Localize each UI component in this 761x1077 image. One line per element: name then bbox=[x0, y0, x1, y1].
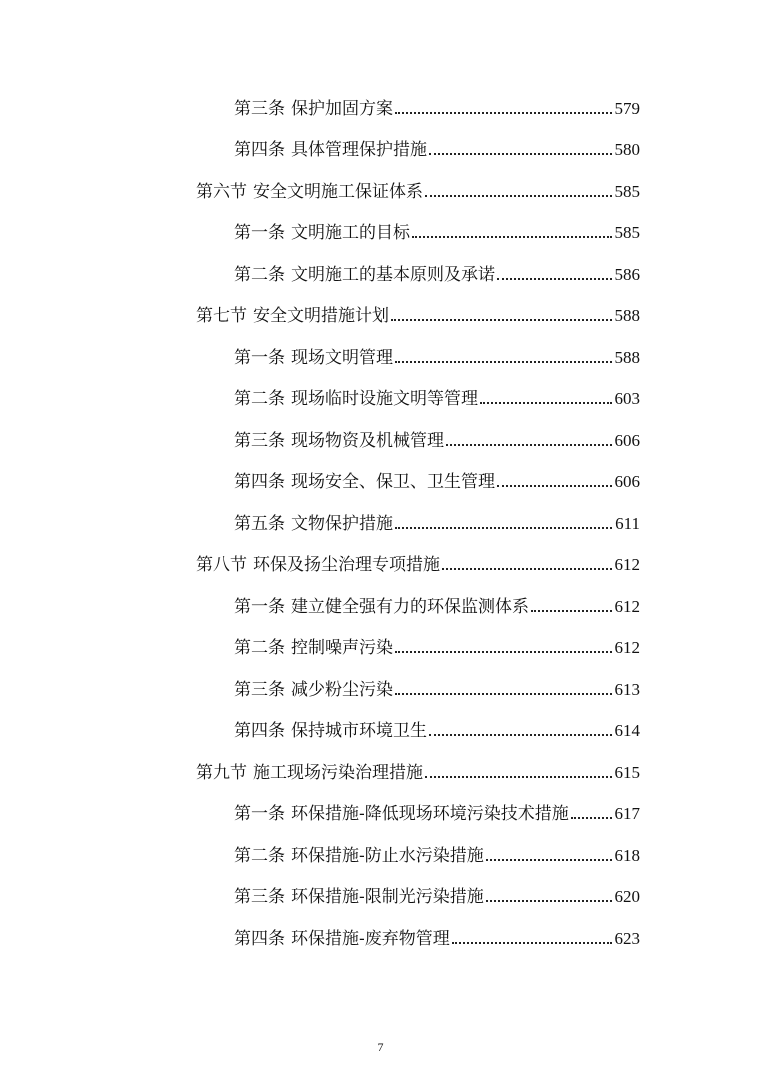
toc-article-entry[interactable] bbox=[0, 711, 761, 753]
toc-entry-title: 环保措施-废弃物管理 bbox=[291, 928, 450, 949]
toc-entry-line bbox=[196, 763, 640, 783]
toc-article-entry[interactable] bbox=[0, 379, 761, 421]
toc-entry-line bbox=[234, 597, 640, 617]
toc-entry-page: 588 bbox=[614, 347, 640, 367]
toc-entry-page: 580 bbox=[614, 140, 640, 160]
toc-entry-line bbox=[234, 638, 640, 658]
toc-dot-leader bbox=[531, 610, 612, 612]
toc-entry-title: 保护加固方案 bbox=[291, 98, 393, 119]
toc-section-entry[interactable] bbox=[0, 171, 761, 213]
toc-entry-page: 585 bbox=[614, 181, 640, 201]
toc-entry-title: 文明施工的目标 bbox=[291, 223, 410, 244]
toc-dot-leader bbox=[486, 900, 612, 902]
toc-dot-leader bbox=[391, 319, 612, 321]
toc-entry-number: 第九节 bbox=[196, 762, 247, 783]
toc-entry-number: 第一条 bbox=[234, 804, 285, 825]
toc-entry-title: 安全文明施工保证体系 bbox=[253, 181, 423, 202]
toc-article-entry[interactable] bbox=[0, 794, 761, 836]
toc-entry-page: 606 bbox=[614, 430, 640, 450]
toc-entry-title: 环保措施-降低现场环境污染技术措施 bbox=[291, 804, 569, 825]
toc-entry-title: 现场物资及机械管理 bbox=[291, 430, 444, 451]
toc-article-entry[interactable] bbox=[0, 462, 761, 504]
toc-entry-line bbox=[234, 348, 640, 368]
toc-article-entry[interactable] bbox=[0, 877, 761, 919]
toc-entry-line bbox=[196, 306, 640, 326]
toc-section-entry[interactable] bbox=[0, 752, 761, 794]
toc-dot-leader bbox=[429, 153, 612, 155]
toc-article-entry[interactable] bbox=[0, 254, 761, 296]
toc-entry-line bbox=[234, 431, 640, 451]
toc-entry-number: 第三条 bbox=[234, 679, 285, 700]
toc-entry-number: 第四条 bbox=[234, 140, 285, 161]
toc-article-entry[interactable] bbox=[0, 130, 761, 172]
toc-entry-page: 612 bbox=[614, 638, 640, 658]
toc-dot-leader bbox=[571, 817, 612, 819]
toc-entry-title: 文明施工的基本原则及承诺 bbox=[291, 264, 495, 285]
toc-entry-title: 环保措施-限制光污染措施 bbox=[291, 887, 484, 908]
toc-entry-page: 588 bbox=[614, 306, 640, 326]
toc-entry-line bbox=[234, 389, 640, 409]
toc-entry-page: 579 bbox=[614, 98, 640, 118]
toc-dot-leader bbox=[425, 776, 612, 778]
toc-entry-title: 现场文明管理 bbox=[291, 347, 393, 368]
toc-entry-line bbox=[234, 99, 640, 119]
toc-article-entry[interactable] bbox=[0, 88, 761, 130]
toc-entry-page: 612 bbox=[614, 596, 640, 616]
toc-entry-number: 第四条 bbox=[234, 928, 285, 949]
toc-entry-number: 第七节 bbox=[196, 306, 247, 327]
toc-entry-title: 环保措施-防止水污染措施 bbox=[291, 845, 484, 866]
toc-entry-line bbox=[234, 680, 640, 700]
toc-entry-page: 603 bbox=[614, 389, 640, 409]
toc-entry-line bbox=[234, 721, 640, 741]
toc-entry-page: 585 bbox=[614, 223, 640, 243]
toc-dot-leader bbox=[395, 527, 612, 529]
toc-article-entry[interactable] bbox=[0, 420, 761, 462]
toc-entry-number: 第八节 bbox=[196, 555, 247, 576]
toc-entry-number: 第一条 bbox=[234, 347, 285, 368]
toc-dot-leader bbox=[429, 734, 612, 736]
toc-entry-page: 612 bbox=[614, 555, 640, 575]
toc-entry-number: 第六节 bbox=[196, 181, 247, 202]
toc-entry-line bbox=[234, 804, 640, 824]
toc-entry-number: 第二条 bbox=[234, 264, 285, 285]
toc-section-entry[interactable] bbox=[0, 545, 761, 587]
toc-entry-title: 文物保护措施 bbox=[291, 513, 393, 534]
toc-dot-leader bbox=[497, 278, 612, 280]
toc-article-entry[interactable] bbox=[0, 213, 761, 255]
toc-article-entry[interactable] bbox=[0, 586, 761, 628]
toc-entry-line bbox=[196, 182, 640, 202]
toc-article-entry[interactable] bbox=[0, 503, 761, 545]
toc-entry-number: 第四条 bbox=[234, 472, 285, 493]
toc-dot-leader bbox=[452, 942, 612, 944]
toc-entry-title: 建立健全强有力的环保监测体系 bbox=[291, 596, 529, 617]
toc-entry-number: 第二条 bbox=[234, 389, 285, 410]
toc-entry-page: 617 bbox=[614, 804, 640, 824]
toc-article-entry[interactable] bbox=[0, 669, 761, 711]
toc-entry-number: 第三条 bbox=[234, 430, 285, 451]
toc-entry-title: 现场临时设施文明等管理 bbox=[291, 389, 478, 410]
toc-entry-title: 减少粉尘污染 bbox=[291, 679, 393, 700]
toc-entry-title: 控制噪声污染 bbox=[291, 638, 393, 659]
toc-article-entry[interactable] bbox=[0, 628, 761, 670]
toc-entry-title: 具体管理保护措施 bbox=[291, 140, 427, 161]
toc-dot-leader bbox=[442, 568, 612, 570]
toc-article-entry[interactable] bbox=[0, 918, 761, 960]
toc-entry-number: 第一条 bbox=[234, 596, 285, 617]
toc-entry-page: 620 bbox=[614, 887, 640, 907]
toc-dot-leader bbox=[395, 693, 612, 695]
toc-entry-line bbox=[234, 929, 640, 949]
toc-entry-number: 第一条 bbox=[234, 223, 285, 244]
toc-dot-leader bbox=[497, 485, 612, 487]
toc-dot-leader bbox=[446, 444, 612, 446]
toc-dot-leader bbox=[480, 402, 612, 404]
toc-entry-page: 615 bbox=[614, 762, 640, 782]
toc-entry-line bbox=[234, 472, 640, 492]
toc-entry-line bbox=[234, 265, 640, 285]
toc-entry-page: 618 bbox=[614, 845, 640, 865]
toc-entry-page: 623 bbox=[614, 928, 640, 948]
toc-entry-number: 第三条 bbox=[234, 887, 285, 908]
toc-entry-title: 施工现场污染治理措施 bbox=[253, 762, 423, 783]
toc-entry-number: 第二条 bbox=[234, 638, 285, 659]
toc-dot-leader bbox=[395, 651, 612, 653]
toc-entry-number: 第二条 bbox=[234, 845, 285, 866]
toc-dot-leader bbox=[486, 859, 612, 861]
toc-entry-number: 第五条 bbox=[234, 513, 285, 534]
toc-entry-line bbox=[234, 887, 640, 907]
toc-entry-title: 现场安全、保卫、卫生管理 bbox=[291, 472, 495, 493]
toc-entry-title: 安全文明措施计划 bbox=[253, 306, 389, 327]
toc-dot-leader bbox=[395, 361, 612, 363]
toc-entry-number: 第四条 bbox=[234, 721, 285, 742]
toc-article-entry[interactable] bbox=[0, 337, 761, 379]
toc-entry-line bbox=[234, 846, 640, 866]
toc-entry-line bbox=[234, 514, 640, 534]
toc-dot-leader bbox=[425, 195, 612, 197]
toc-dot-leader bbox=[412, 236, 612, 238]
page-footer-number: 7 bbox=[377, 1040, 384, 1054]
toc-entry-title: 环保及扬尘治理专项措施 bbox=[253, 555, 440, 576]
toc-section-entry[interactable] bbox=[0, 296, 761, 338]
toc-entry-number: 第三条 bbox=[234, 98, 285, 119]
toc-entry-page: 614 bbox=[614, 721, 640, 741]
table-of-contents bbox=[0, 88, 761, 960]
toc-entry-line bbox=[234, 223, 640, 243]
toc-article-entry[interactable] bbox=[0, 835, 761, 877]
toc-entry-line bbox=[234, 140, 640, 160]
toc-entry-page: 613 bbox=[614, 679, 640, 699]
toc-entry-page: 586 bbox=[614, 264, 640, 284]
toc-entry-line bbox=[196, 555, 640, 575]
toc-dot-leader bbox=[395, 112, 612, 114]
toc-entry-title: 保持城市环境卫生 bbox=[291, 721, 427, 742]
toc-entry-page: 606 bbox=[614, 472, 640, 492]
toc-entry-page: 611 bbox=[615, 513, 640, 533]
